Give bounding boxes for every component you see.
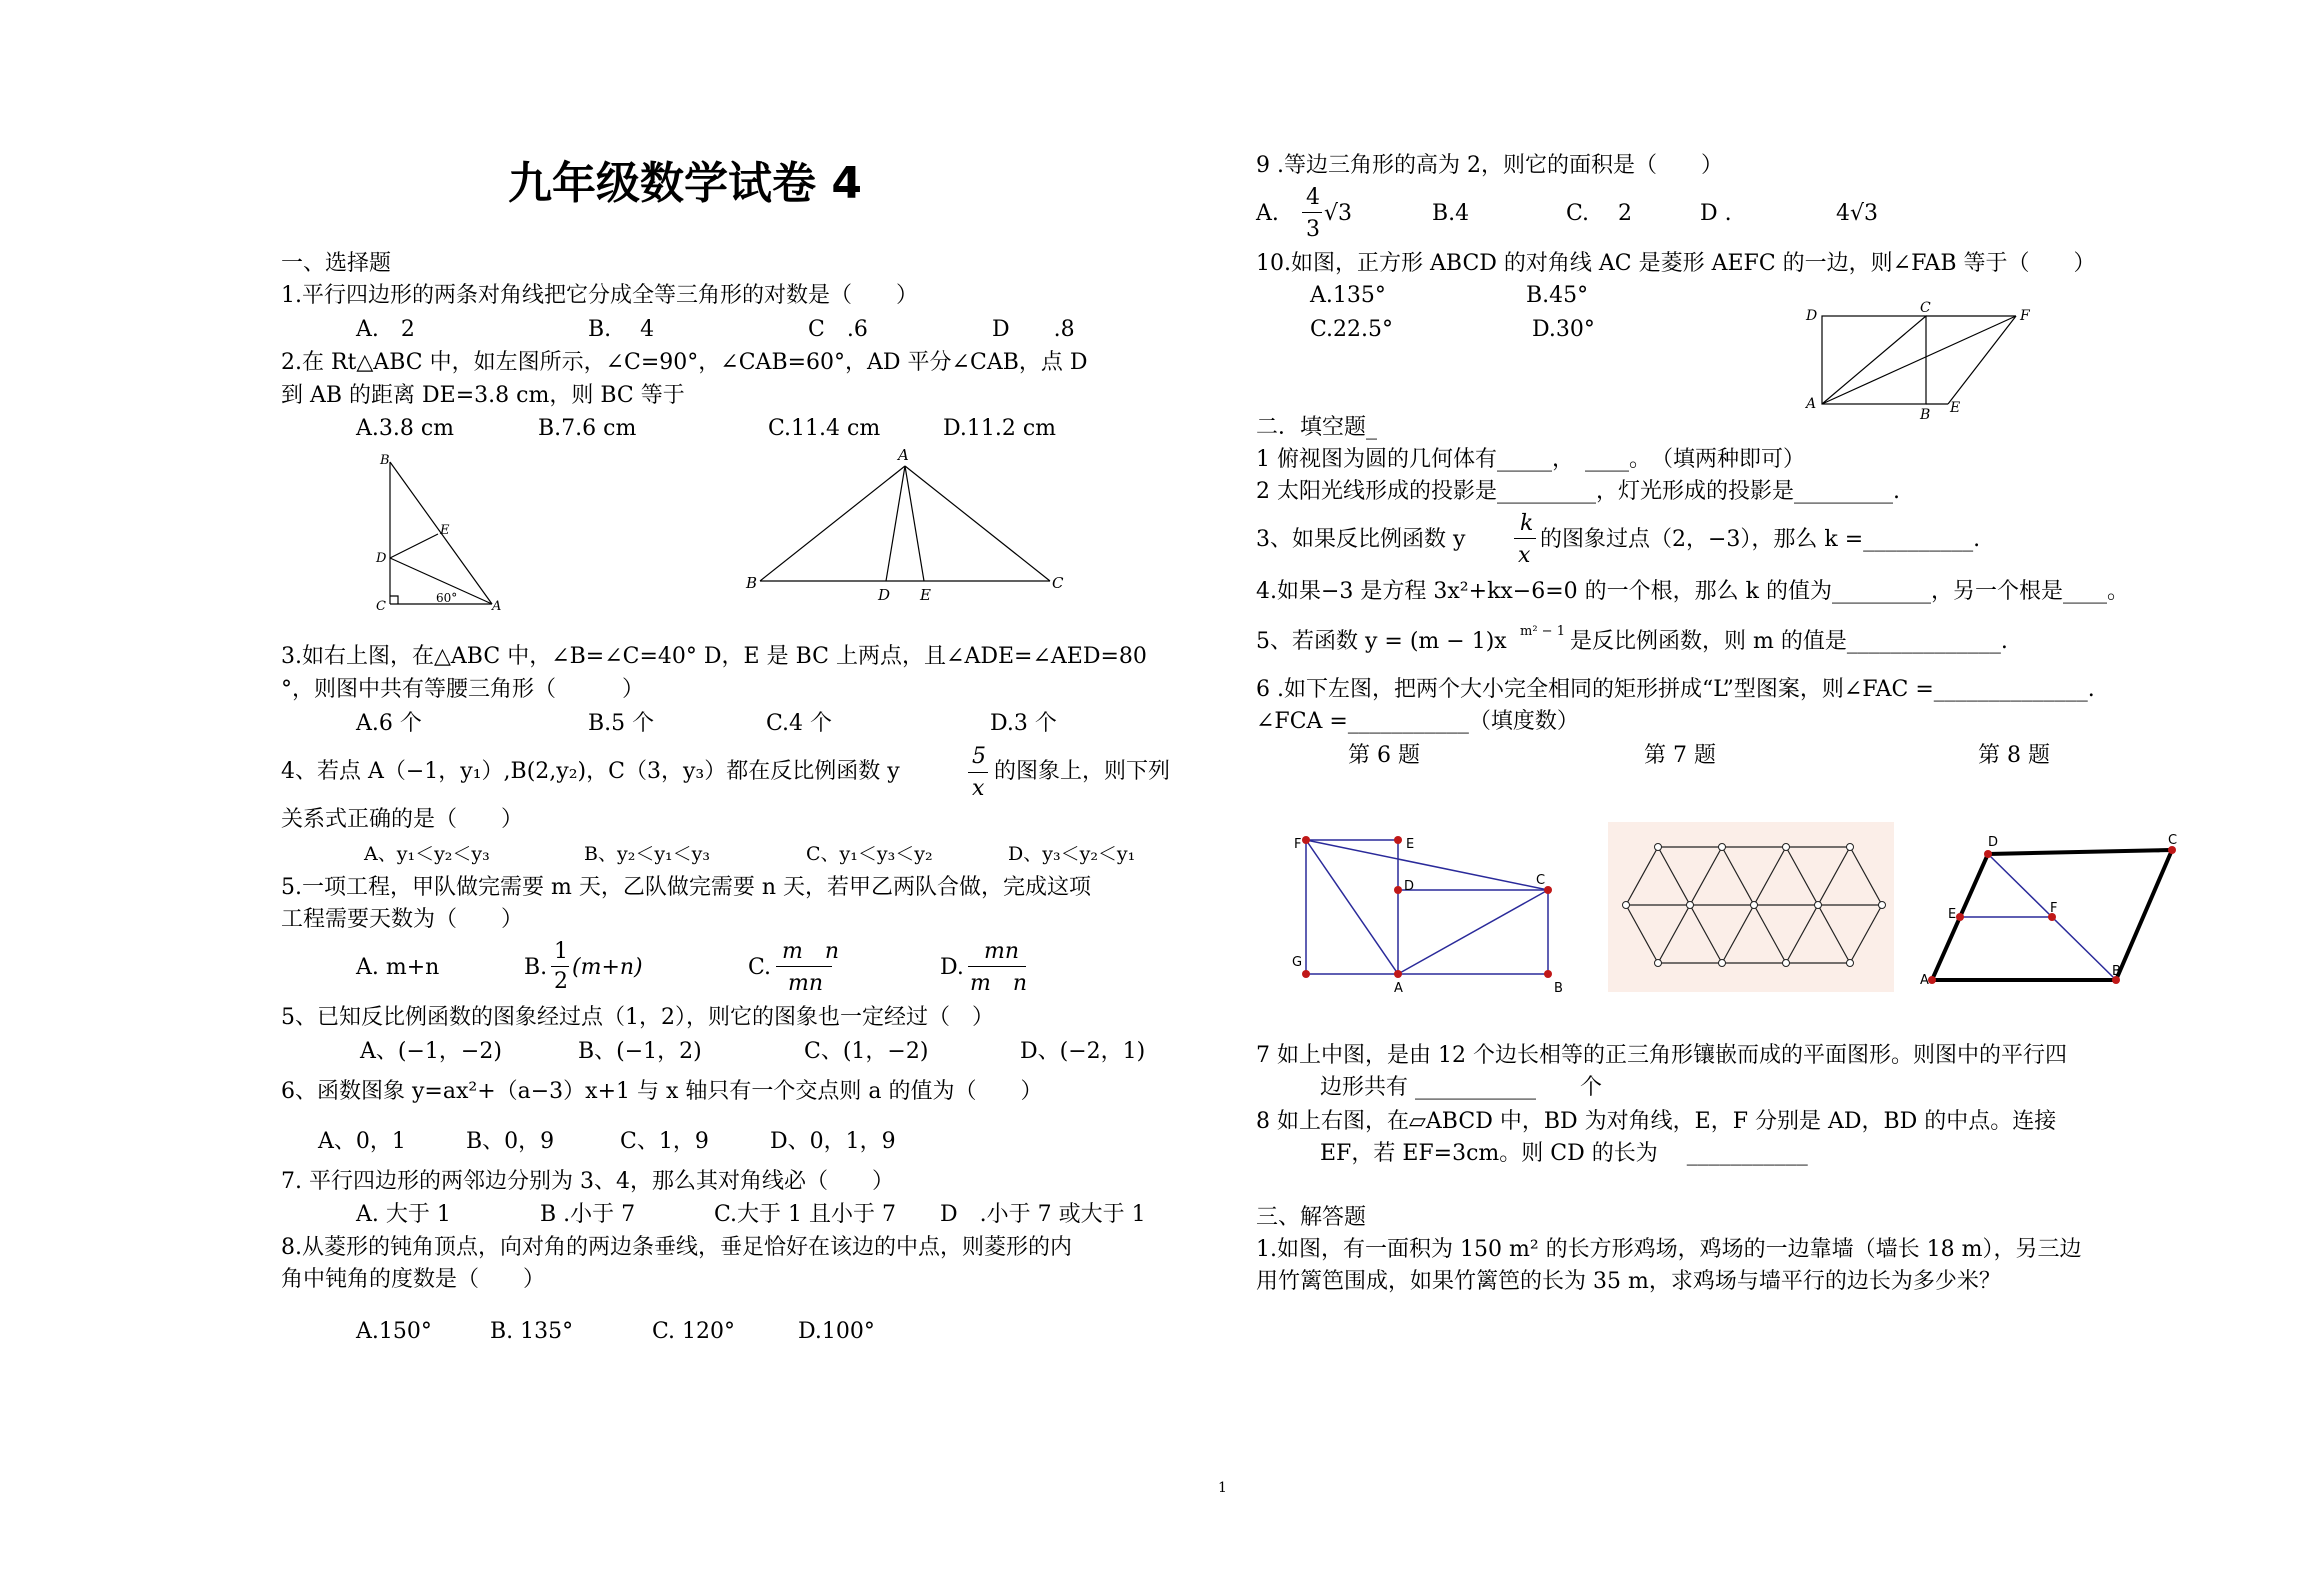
q8-option-c: C. 120° <box>652 1319 736 1344</box>
fill-5a: 5、若函数 y = (m − 1)x <box>1256 629 1507 654</box>
fill-7-line-1: 7 如上中图，是由 12 个边长相等的正三角形镶嵌而成的平面图形。则图中的平行四 <box>1256 1043 2067 1068</box>
q5-c-den: mn <box>788 971 824 996</box>
q6-option-c: C、1，9 <box>620 1129 709 1154</box>
q2-option-b: B.7.6 cm <box>538 416 637 441</box>
f3-frac-bar <box>1514 538 1536 539</box>
label-d: D <box>1988 835 1999 850</box>
figure-7-tessellation <box>1608 822 1894 992</box>
figure-8-parallelogram <box>1906 830 2188 990</box>
question-8-line-2: 角中钝角的度数是（ ） <box>281 1267 546 1292</box>
question-2-line-2: 到 AB 的距离 DE=3.8 cm，则 BC 等于 <box>281 383 685 408</box>
q6-option-a: A、0，1 <box>318 1129 406 1154</box>
question-8-line-1: 8.从菱形的钝角顶点，向对角的两边条垂线，垂足恰好在该边的中点，则菱形的内 <box>281 1235 1072 1260</box>
question-5-line-2: 工程需要天数为（ ） <box>281 907 524 932</box>
q7-option-b: B .小于 7 <box>540 1202 636 1227</box>
question-7: 7. 平行四边形的两邻边分别为 3、4，那么其对角线必（ ） <box>281 1169 894 1194</box>
q4-frac-den: x <box>972 776 985 801</box>
q5-b-den: 2 <box>554 969 568 994</box>
q9-frac-bar <box>1302 212 1322 213</box>
q5b-option-b: B、(−1，2) <box>578 1039 702 1064</box>
label-a: A <box>1806 396 1817 412</box>
q9-option-c: C. 2 <box>1566 201 1633 226</box>
q4-frac-bar <box>968 772 988 773</box>
q5b-option-d: D、(−2，1) <box>1020 1039 1146 1064</box>
figure-square-rhombus <box>1800 300 2046 420</box>
q9-option-d: D . <box>1700 201 1732 226</box>
fill-6-line-2: ∠FCA =___________（填度数） <box>1256 709 1579 734</box>
section-fill: 二．填空题_ <box>1256 415 1378 440</box>
q5-b-num: 1 <box>554 939 568 964</box>
label-d: D <box>1404 879 1415 894</box>
label-e: E <box>440 523 450 538</box>
q5-option-b-expr: (m+n) <box>572 955 643 980</box>
solve-1-line-2: 用竹篱笆围成，如果竹篱笆的长为 35 m，求鸡场与墙平行的边长为多少米？ <box>1256 1269 2001 1294</box>
section-choice: 一、选择题 <box>281 251 392 276</box>
label-b: B <box>380 453 390 468</box>
q2-option-a: A.3.8 cm <box>356 416 455 441</box>
question-6: 6、函数图象 y=ax²+（a−3）x+1 与 x 轴只有一个交点则 a 的值为（ ） <box>281 1079 1043 1104</box>
label-a: A <box>1920 973 1929 988</box>
page-number: 1 <box>1218 1480 1227 1496</box>
q4-option-a: A、y₁＜y₂＜y₃ <box>364 843 490 865</box>
q5-option-c: C. <box>748 955 772 980</box>
q2-option-c: C.11.4 cm <box>768 416 881 441</box>
q3-option-a: A.6 个 <box>356 711 422 736</box>
q10-option-d: D.30° <box>1532 317 1595 342</box>
fig-label-7: 第 7 题 <box>1644 743 1716 768</box>
fill-5b: 是反比例函数，则 m 的值是______________. <box>1570 629 2008 654</box>
label-c: C <box>2168 833 2178 848</box>
question-1: 1.平行四边形的两条对角线把它分成全等三角形的对数是（ ） <box>281 283 918 308</box>
label-a: A <box>492 599 502 614</box>
question-9: 9 .等边三角形的高为 2，则它的面积是（ ） <box>1256 153 1723 178</box>
label-e: E <box>1948 907 1957 922</box>
q5-d-den: m n <box>970 971 1028 996</box>
q2-option-d: D.11.2 cm <box>943 416 1057 441</box>
fill-8-line-2: EF，若 EF=3cm。则 CD 的长为 ___________ <box>1320 1141 1808 1166</box>
question-2-line-1: 2.在 Rt△ABC 中，如左图所示，∠C=90°，∠CAB=60°，AD 平分∠CAB，点 D <box>281 350 1088 375</box>
figure-6-l-shape <box>1290 830 1590 1000</box>
fill-1: 1 俯视图为圆的几何体有_____， ____。 （填两种即可） <box>1256 447 1805 472</box>
q1-option-d: D .8 <box>992 317 1075 342</box>
section-answer: 三、解答题 <box>1256 1205 1367 1230</box>
q1-option-c: C .6 <box>808 317 868 342</box>
label-e: E <box>920 586 931 604</box>
q7-option-d: D .小于 7 或大于 1 <box>940 1202 1146 1227</box>
q5-d-num: mn <box>984 939 1020 964</box>
fill-2: 2 太阳光线形成的投影是_________，灯光形成的投影是_________. <box>1256 479 1900 504</box>
q4-option-d: D、y₃＜y₂＜y₁ <box>1008 843 1136 865</box>
label-f: F <box>1294 837 1302 852</box>
fill-3b: 的图象过点（2，−3），那么 k =__________. <box>1540 527 1981 552</box>
fill-8-line-1: 8 如上右图，在▱ABCD 中，BD 为对角线，E，F 分别是 AD，BD 的中点。连接 <box>1256 1109 2057 1134</box>
q9-frac-num: 4 <box>1306 185 1320 210</box>
q9-option-d-value: 4√3 <box>1836 201 1879 226</box>
label-c: C <box>1536 873 1546 888</box>
q9-frac-den: 3 <box>1306 217 1320 242</box>
q3-option-d: D.3 个 <box>990 711 1057 736</box>
label-a: A <box>1394 981 1403 996</box>
q10-option-b: B.45° <box>1526 283 1589 308</box>
label-f: F <box>2050 901 2058 916</box>
question-3-line-2: °，则图中共有等腰三角形（ ） <box>281 677 645 702</box>
label-b: B <box>1920 407 1931 420</box>
label-f: F <box>2020 308 2030 324</box>
label-d: D <box>878 586 891 604</box>
q9-option-a: A. <box>1256 201 1279 226</box>
label-c: C <box>1052 574 1064 592</box>
q1-option-b: B. 4 <box>588 317 655 342</box>
question-4-line-1a: 4、若点 A（−1，y₁）,B(2,y₂)，C（3，y₃）都在反比例函数 y <box>281 759 900 784</box>
label-c: C <box>1920 300 1931 316</box>
q4-option-b: B、y₂＜y₁＜y₃ <box>584 843 711 865</box>
label-e: E <box>1950 400 1961 416</box>
fig-label-6: 第 6 题 <box>1348 743 1420 768</box>
question-10: 10.如图，正方形 ABCD 的对角线 AC 是菱形 AEFC 的一边，则∠FAB 等于（ ） <box>1256 251 2096 276</box>
q4-frac-num: 5 <box>972 744 986 769</box>
f3-frac-num: k <box>1520 511 1534 536</box>
q7-option-c: C.大于 1 且小于 7 <box>714 1202 897 1227</box>
question-4-line-1b: 的图象上，则下列 <box>994 759 1171 784</box>
label-60: 60° <box>436 591 458 605</box>
label-g: G <box>1292 955 1303 970</box>
page-title: 九年级数学试卷 4 <box>508 158 862 209</box>
fill-6-line-1: 6 .如下左图，把两个大小完全相同的矩形拼成“L”型图案，则∠FAC =______________. <box>1256 677 2095 702</box>
q3-option-c: C.4 个 <box>766 711 833 736</box>
label-b: B <box>2112 964 2121 979</box>
q10-option-c: C.22.5° <box>1310 317 1394 342</box>
q5-option-a: A. m+n <box>356 955 440 980</box>
fill-3a: 3、如果反比例函数 y <box>1256 527 1466 552</box>
q5-option-b: B. <box>524 955 548 980</box>
figure-right-triangle <box>370 450 510 615</box>
label-b: B <box>746 574 758 592</box>
label-b: B <box>1554 981 1563 996</box>
q1-option-a: A. 2 <box>356 317 415 342</box>
q10-option-a: A.135° <box>1310 283 1386 308</box>
q5b-option-c: C、(1，−2) <box>804 1039 929 1064</box>
q8-option-a: A.150° <box>356 1319 432 1344</box>
solve-1-line-1: 1.如图，有一面积为 150 m² 的长方形鸡场，鸡场的一边靠墙（墙长 18 m），另三边 <box>1256 1237 2082 1262</box>
fill-5-sup: m² − 1 <box>1520 624 1565 639</box>
q8-option-d: D.100° <box>798 1319 875 1344</box>
label-d: D <box>1806 308 1818 324</box>
q9-option-b: B.4 <box>1432 201 1470 226</box>
label-d: D <box>376 551 387 566</box>
figure-isosceles-triangle <box>740 446 1080 606</box>
q5-b-bar <box>551 966 569 967</box>
q5-c-num: m n <box>782 939 840 964</box>
q5-option-d: D. <box>940 955 964 980</box>
label-c: C <box>376 599 386 614</box>
fill-4: 4.如果−3 是方程 3x²+kx−6=0 的一个根，那么 k 的值为_________，另一个根是____。 <box>1256 579 2129 604</box>
q4-option-c: C、y₁＜y₃＜y₂ <box>806 843 933 865</box>
label-a: A <box>898 446 909 464</box>
q6-option-b: B、0，9 <box>466 1129 555 1154</box>
question-5-line-1: 5.一项工程，甲队做完需要 m 天，乙队做完需要 n 天，若甲乙两队合做，完成这项 <box>281 875 1091 900</box>
fill-7-line-2: 边形共有 ___________ 个 <box>1320 1075 1602 1100</box>
question-5b: 5、已知反比例函数的图象经过点（1，2），则它的图象也一定经过（ ） <box>281 1005 994 1030</box>
q5b-option-a: A、(−1，−2) <box>360 1039 502 1064</box>
q5-d-bar <box>968 966 1026 967</box>
f3-frac-den: x <box>1518 543 1531 568</box>
question-3-line-1: 3.如右上图，在△ABC 中，∠B=∠C=40° D，E 是 BC 上两点，且∠ADE=∠AED=80 <box>281 644 1147 669</box>
label-e: E <box>1406 837 1415 852</box>
q9-root: √3 <box>1324 201 1353 226</box>
q7-option-a: A. 大于 1 <box>356 1202 451 1227</box>
q3-option-b: B.5 个 <box>588 711 655 736</box>
question-4-line-2: 关系式正确的是（ ） <box>281 807 524 832</box>
q8-option-b: B. 135° <box>490 1319 574 1344</box>
q6-option-d: D、0，1，9 <box>770 1129 896 1154</box>
q5-c-bar <box>776 966 832 967</box>
fig-label-8: 第 8 题 <box>1978 743 2050 768</box>
